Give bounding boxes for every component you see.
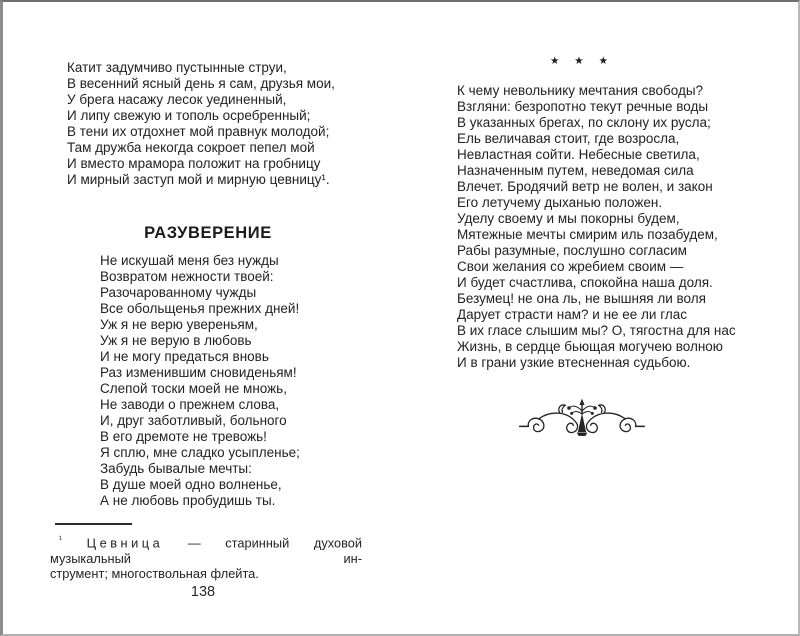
poem-line: К чему невольнику мечтания свободы?: [457, 83, 704, 98]
poem-line: Жизнь, в сердце бьющая могучею волною: [457, 339, 723, 354]
poem-line: Уж я не верую в любовь: [100, 333, 252, 348]
poem-stars: [457, 83, 736, 371]
poem-line: А не любовь пробудишь ты.: [100, 493, 276, 508]
poem-untitled-ending: [67, 60, 335, 188]
poem-line: Не заводи о прежнем слова,: [100, 397, 280, 412]
poem-line: И вместо мрамора положит на гробницу: [67, 156, 321, 171]
poem-line: Уж я не верю увереньям,: [100, 317, 258, 332]
poem-line: И не могу предаться вновь: [100, 349, 269, 364]
poem-line: Взгляни: безропотно текут речные воды: [457, 99, 709, 114]
poem-line: Дарует страсти нам? и не ее ли глас: [457, 307, 687, 322]
poem-line: Его летучему дыханью положен.: [457, 195, 663, 210]
poem-line: Слепой тоски моей не множь,: [100, 381, 287, 396]
poem-line: Ель величавая стоит, где возросла,: [457, 131, 680, 146]
footnote-term: Цевница: [86, 535, 164, 551]
footnote-marker: ¹: [59, 534, 62, 544]
footnote-divider: [55, 523, 132, 525]
poem-line: И будет счастлива, спокойна наша доля.: [457, 275, 713, 290]
poem-line: И липу свежую и тополь осребренный;: [67, 108, 311, 123]
footnote-line-2: струмент; многоствольная флейта.: [50, 566, 259, 582]
poem-line: И, друг заботливый, больного: [100, 413, 287, 428]
poem-line: В их гласе слышим мы? О, тягостна для нас: [457, 323, 736, 338]
page-number: 138: [190, 584, 216, 600]
poem-line: Катит задумчиво пустынные струи,: [67, 60, 287, 75]
poem-line: В тени их отдохнет мой правнук молодой;: [67, 124, 330, 139]
footnote-text-part-1: — старинный духовой музыкальный ин-: [50, 535, 363, 566]
poem-line: Я сплю, мне сладко усыпленье;: [100, 445, 300, 460]
poem-line: Разочарованному чужды: [100, 285, 257, 300]
poem-line: И мирный заступ мой и мирную цевницу¹.: [67, 172, 330, 187]
poem-line: У брега насажу лесок уединенный,: [67, 92, 287, 107]
poem-line: Мятежные мечты смирим иль позабудем,: [457, 227, 718, 242]
poem-line: В его дремоте не тревожь!: [100, 429, 267, 444]
poem-line: Безумец! не она ль, не вышняя ли воля: [457, 291, 706, 306]
poem-title: РАЗУВЕРЕНИЕ: [144, 224, 272, 242]
poem-line: Забудь бывалые мечты:: [100, 461, 252, 476]
footnote: [50, 532, 362, 582]
poem-line: Назначенным путем, неведомая сила: [457, 163, 694, 178]
poem-line: Уделу своему и мы покорны будем,: [457, 211, 680, 226]
section-marker-stars: ★ ★ ★: [549, 55, 615, 67]
poem-line: Не искушай меня без нужды: [100, 253, 279, 268]
footnote-line-1: [50, 532, 362, 566]
flourish-ornament-drawing: [517, 396, 647, 446]
flourish-ornament: [453, 396, 711, 451]
poem-line: Раз изменившим сновиденьям!: [100, 365, 297, 380]
poem-line: Свои желания со жребием своим —: [457, 259, 684, 274]
poem-line: Рабы разумные, послушно согласим: [457, 243, 687, 258]
poem-line: Возвратом нежности твоей:: [100, 269, 274, 284]
poem-line: В душе моей одно волненье,: [100, 477, 282, 492]
poem-line: В указанных брегах, по склону их русла;: [457, 115, 711, 130]
poem-line: Все обольщенья прежних дней!: [100, 301, 300, 316]
poem-line: Там дружба некогда сокроет пепел мой: [67, 140, 315, 155]
poem-line: Влечет. Бродячий ветр не волен, и закон: [457, 179, 713, 194]
poem-line: В весенний ясный день я сам, друзья мои,: [67, 76, 335, 91]
poem-razuverenie: [100, 253, 300, 509]
poem-line: Невластная сойти. Небесные светила,: [457, 147, 700, 162]
poem-line: И в грани узкие втесненная судьбою.: [457, 355, 691, 370]
